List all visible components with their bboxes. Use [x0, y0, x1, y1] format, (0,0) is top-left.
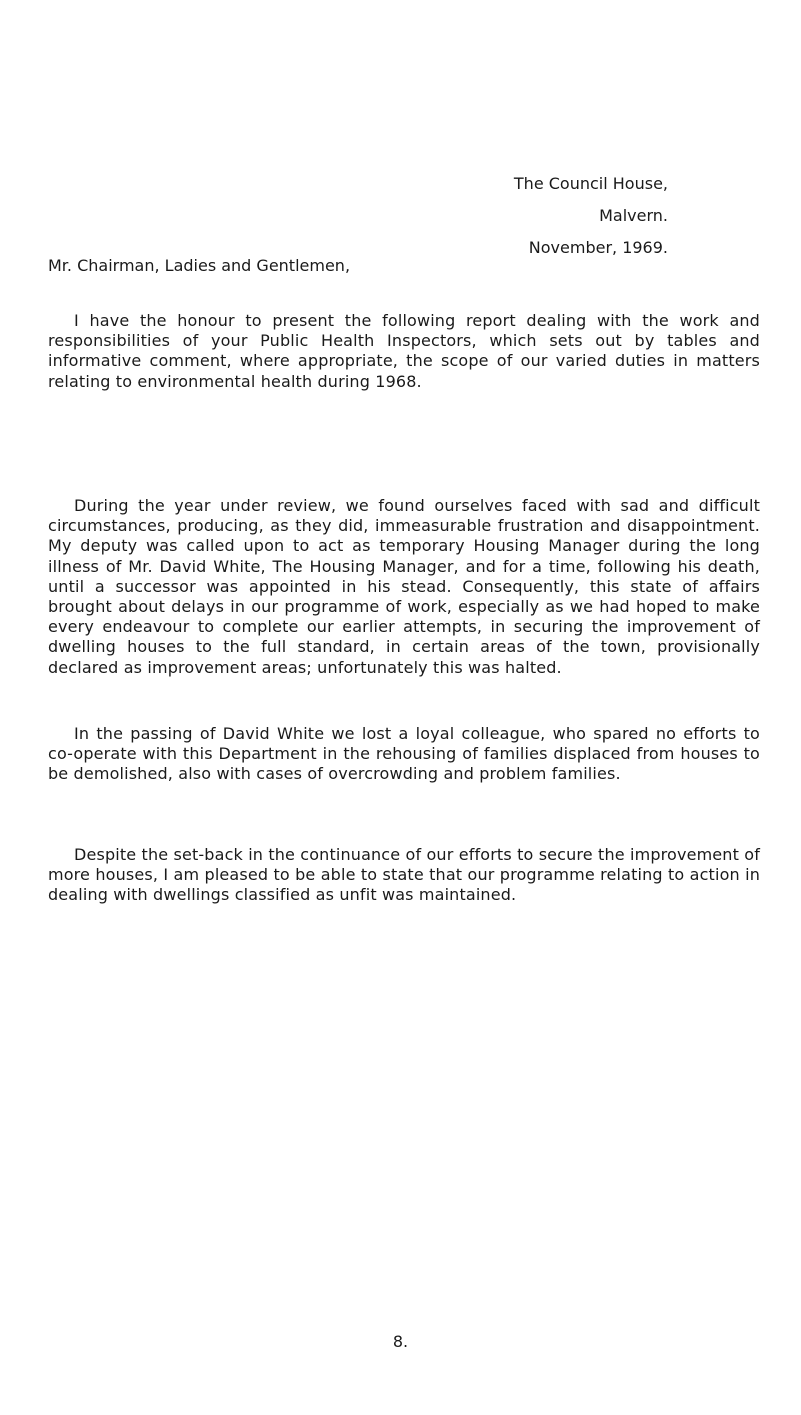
address-block: [514, 168, 668, 264]
address-line-council-house: The Council House,: [513, 174, 668, 193]
salutation: Mr. Chairman, Ladies and Gentlemen,: [48, 256, 351, 275]
address-line-town: Malvern.: [599, 206, 668, 225]
paragraph-programme-maintained: Despite the set-back in the continuance of our efforts to secure the improvement of more houses, I am pleased to be able to state that our programme relating to action in dealing with dwellings classified as unfit was maintained.: [48, 845, 760, 905]
letter-date: November, 1969.: [528, 238, 668, 257]
page-number: 8.: [392, 1332, 409, 1351]
paragraph-tribute: In the passing of David White we lost a loyal colleague, who spared no efforts to co-operate with this Department in the rehousing of families displaced from houses to be demolished, also with cases of overcrowding and problem families.: [48, 724, 760, 784]
paragraph-difficult-circumstances: During the year under review, we found ourselves faced with sad and difficult circumstances, producing, as they did, immeasurable frustration and disappointment. My deputy was called upon to act as temporary Housing Manager during the long illness of Mr. David White, The Housing Manager, and for a time, following his death, until a successor was appointed in his stead. Consequently, this state of affairs brought about delays in our programme of work, especially as we had hoped to make every endeavour to complete our earlier attempts, in securing the improvement of dwelling houses to the full standard, in certain areas of the town, provisionally declared as improvement areas; unfortunately this was halted.: [48, 496, 760, 677]
paragraph-introduction: I have the honour to present the following report dealing with the work and responsibilities of your Public Health Inspectors, which sets out by tables and informative comment, where appropriate, the scope of our varied duties in matters relating to environmental health during 1968.: [48, 311, 760, 391]
